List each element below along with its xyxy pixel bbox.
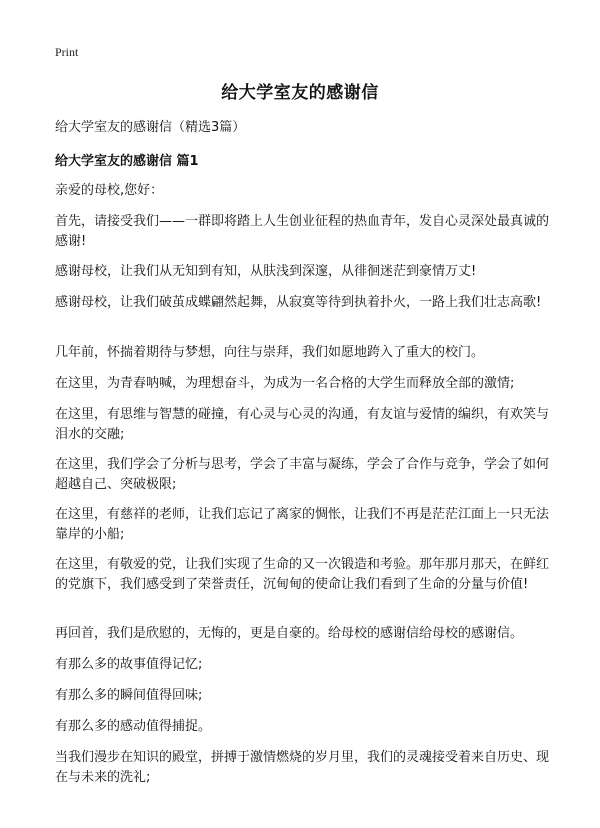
paragraph: 有那么多的瞬间值得回味; bbox=[55, 688, 203, 703]
paragraph: 在这里，为青春呐喊，为理想奋斗，为成为一名合格的大学生而释放全部的激情; bbox=[55, 376, 515, 391]
paragraph: 在这里，有敬爱的党，让我们实现了生命的又一次锻造和考验。那年那月那天，在鲜红的党旗下，我们感受到了荣誉责任，沉甸甸的使命让我们看到了生命的分量与价值! bbox=[55, 557, 550, 592]
paragraph: 在这里，我们学会了分析与思考，学会了丰富与凝练，学会了合作与竞争，学会了如何超越自己、突破极限; bbox=[55, 457, 550, 492]
paragraph: 有那么多的感动值得捕捉。 bbox=[55, 719, 212, 734]
paragraph: 当我们漫步在知识的殿堂，拼搏于激情燃烧的岁月里，我们的灵魂接受着来自历史、现在与未来的洗礼; bbox=[55, 750, 550, 785]
section-heading: 给大学室友的感谢信 篇1 bbox=[55, 154, 199, 169]
paragraph: 感谢母校，让我们从无知到有知，从肤浅到深邃，从徘徊迷茫到豪情万丈! bbox=[55, 264, 477, 279]
paragraph: 再回首，我们是欣慰的，无悔的，更是自豪的。给母校的感谢信给母校的感谢信。 bbox=[55, 626, 524, 641]
paragraph-greeting: 亲爱的母校,您好： bbox=[55, 183, 164, 198]
paragraph: 几年前，怀揣着期待与梦想，向往与崇拜，我们如愿地跨入了重大的校门。 bbox=[55, 345, 485, 360]
document-subtitle: 给大学室友的感谢信（精选3篇） bbox=[55, 120, 246, 135]
paragraph: 在这里，有慈祥的老师，让我们忘记了离家的惆怅，让我们不再是茫茫江面上一只无法靠岸的小船; bbox=[55, 507, 550, 542]
paragraph: 在这里，有思维与智慧的碰撞，有心灵与心灵的沟通，有友谊与爱情的编织，有欢笑与泪水的交融; bbox=[55, 407, 550, 442]
page-title: 给大学室友的感谢信 bbox=[221, 83, 379, 103]
paragraph: 首先，请接受我们——一群即将踏上人生创业征程的热血青年，发自心灵深处最真诚的感谢! bbox=[55, 214, 550, 249]
print-link[interactable]: Print bbox=[55, 45, 79, 59]
paragraph: 感谢母校，让我们破茧成蝶翩然起舞，从寂寞等待到执着扑火，一路上我们壮志高歌! bbox=[55, 295, 542, 310]
paragraph: 有那么多的故事值得记忆; bbox=[55, 657, 203, 672]
